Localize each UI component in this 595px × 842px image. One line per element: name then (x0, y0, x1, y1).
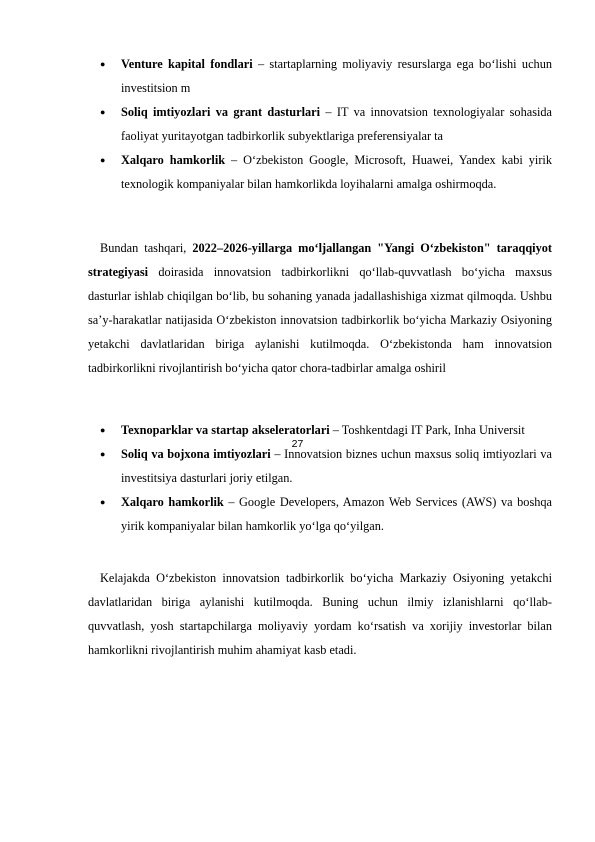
bullet-icon: ● (100, 155, 106, 165)
paragraph-text: doirasida innovatsion tadbirkorlikni qo‘llab-quvvatlash bo‘yicha maxsus dasturlar ishlab chiqilgan bo‘lib, bu sohaning yanada jadallashishiga xizmat qilmoqda. Ushbu sa’y-harakatlar natijasida O‘zbekiston innovatsion tadbirkorlik bo‘yicha Markaziy Osiyoning yetakchi davlatlaridan biriga aylanishi kutilmoqda. O‘zbekistonda ham innovatsion tadbirkorlikni rivojlantirish bo‘yicha qator chora-tadbirlar amalga oshiril (88, 265, 552, 375)
bullet-icon: ● (100, 59, 106, 69)
list-item-bold: Soliq imtiyozlari va grant dasturlari (121, 105, 321, 119)
page-number: 27 (291, 438, 304, 450)
list-item-bold: Xalqaro hamkorlik (121, 153, 226, 167)
list-item-text: – Toshkentdagi IT Park, Inha Universit (329, 423, 525, 437)
list-item-text: – Google Developers, Amazon Web Services (AWS) va boshqa yirik kompaniyalar bilan hamkorlik yo‘lga qo‘yilgan. (121, 495, 552, 533)
bullet-icon: ● (100, 107, 106, 117)
list-item-text: – Innovatsion biznes uchun maxsus soliq imtiyozlari va investitsiya dasturlari joriy etilgan. (121, 447, 552, 485)
paragraph-text: Bundan tashqari, (100, 241, 193, 255)
list-item-text: – O‘zbekiston Google, Microsoft, Huawei, Yandex kabi yirik texnologik kompaniyalar bilan hamkorlikda loyihalarni amalga oshirmoqda. (121, 153, 552, 191)
list-item-text: – startaplarning moliyaviy resurslarga ega bo‘lishi uchun investitsion m (121, 57, 552, 95)
paragraph-strategy (88, 236, 552, 380)
paragraph-bold: 2022–2026-yillarga mo‘ljallangan "Yangi O‘zbekiston" taraqqiyot strategiyasi (88, 241, 552, 279)
list-item-bold: Texnoparklar va startap akseleratorlari (121, 423, 330, 437)
paragraph-future: Kelajakda O‘zbekiston innovatsion tadbirkorlik bo‘yicha Markaziy Osiyoning yetakchi davlatlaridan biriga aylanishi kutilmoqda. Buning uchun ilmiy izlanishlarni qo‘llab-quvvatlash, yosh startapchilarga moliyaviy yordam ko‘rsatish va xorijiy investorlar bilan hamkorlikni rivojlantirish muhim ahamiyat kasb etadi. (88, 571, 552, 657)
list-item-bold: Venture kapital fondlari (121, 57, 253, 71)
list-item (100, 52, 552, 100)
list-funding-sources (100, 52, 552, 196)
list-support-measures (100, 418, 552, 538)
list-item-bold: Xalqaro hamkorlik (121, 495, 224, 509)
list-item (100, 490, 552, 538)
bullet-icon: ● (100, 449, 106, 459)
list-item-text: – IT va innovatsion texnologiyalar sohasida faoliyat yuritayotgan tadbirkorlik subyektlariga preferensiyalar ta (121, 105, 552, 143)
bullet-icon: ● (100, 425, 106, 435)
list-item-bold: Soliq va bojxona imtiyozlari (121, 447, 271, 461)
bullet-icon: ● (100, 497, 106, 507)
list-item (100, 148, 552, 196)
list-item (100, 100, 552, 148)
